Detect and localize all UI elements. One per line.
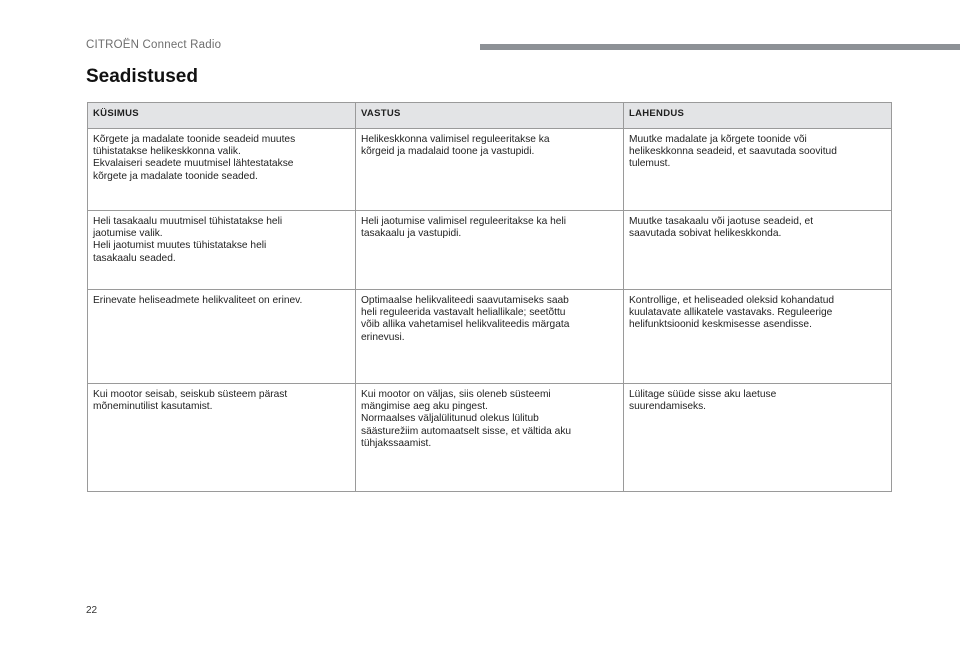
- troubleshooting-table: [87, 102, 892, 492]
- table-row: [88, 211, 892, 290]
- cell-text: Lülitage süüde sisse aku laetuse suurendamiseks.: [629, 389, 777, 413]
- cell-text: Muutke madalate ja kõrgete toonide või helikeskkonna seadeid, et saavutada soovitud tulemust.: [629, 134, 837, 170]
- solution-cell: [624, 384, 892, 492]
- cell-text: Kui mootor seisab, seiskub süsteem pärast mõneminutilist kasutamist.: [93, 389, 288, 413]
- cell-text: Heli tasakaalu muutmisel tühistatakse heli jaotumise valik. Heli jaotumist muutes tühistatakse heli tasakaalu seaded.: [93, 216, 283, 264]
- header-bar: [480, 44, 960, 50]
- table-header-row: [88, 103, 892, 129]
- cell-text: Kui mootor on väljas, siis oleneb süsteemi mängimise aeg aku pingest. Normaalses väljalülitunud olekus lülitub säästurežiim automaatselt sisse, et vältida aku tühjakssaamist.: [361, 389, 572, 449]
- cell-text: Heli jaotumise valimisel reguleeritakse ka heli tasakaalu ja vastupidi.: [361, 216, 566, 240]
- column-header-answer: VASTUS: [356, 103, 624, 129]
- solution-cell: [624, 129, 892, 211]
- page-number: 22: [86, 605, 98, 616]
- solution-cell: [624, 290, 892, 384]
- header-brand: CITROËN Connect Radio: [86, 39, 222, 51]
- answer-cell: [356, 384, 624, 492]
- question-cell: [88, 384, 356, 492]
- cell-text: Optimaalse helikvaliteedi saavutamiseks saab heli reguleerida vastavalt heliallikale; seetõttu võib allika vahetamisel helikvaliteedis märgata erinevusi.: [361, 295, 570, 343]
- table-row: [88, 290, 892, 384]
- cell-text: Helikeskkonna valimisel reguleeritakse ka kõrgeid ja madalaid toone ja vastupidi.: [361, 134, 550, 158]
- column-header-question: KÜSIMUS: [88, 103, 356, 129]
- answer-cell: [356, 290, 624, 384]
- answer-cell: [356, 211, 624, 290]
- solution-cell: [624, 211, 892, 290]
- table-row: [88, 129, 892, 211]
- column-header-solution: LAHENDUS: [624, 103, 892, 129]
- question-cell: [88, 290, 356, 384]
- cell-text: Muutke tasakaalu või jaotuse seadeid, et saavutada sobivat helikeskkonda.: [629, 216, 814, 240]
- question-cell: [88, 211, 356, 290]
- answer-cell: [356, 129, 624, 211]
- cell-text: Erinevate heliseadmete helikvaliteet on erinev.: [93, 295, 303, 306]
- cell-text: Kontrollige, et heliseaded oleksid kohandatud kuulatavate allikatele vastavaks. Reguleerige helifunktsioonid keskmisesse asendisse.: [629, 295, 835, 331]
- page-title: Seadistused: [86, 66, 198, 87]
- question-cell: [88, 129, 356, 211]
- cell-text: Kõrgete ja madalate toonide seadeid muutes tühistatakse helikeskkonna valik. Ekvalaiseri seadete muutmisel lähtestatakse kõrgete ja madalate toonide seaded.: [93, 134, 296, 182]
- table-row: [88, 384, 892, 492]
